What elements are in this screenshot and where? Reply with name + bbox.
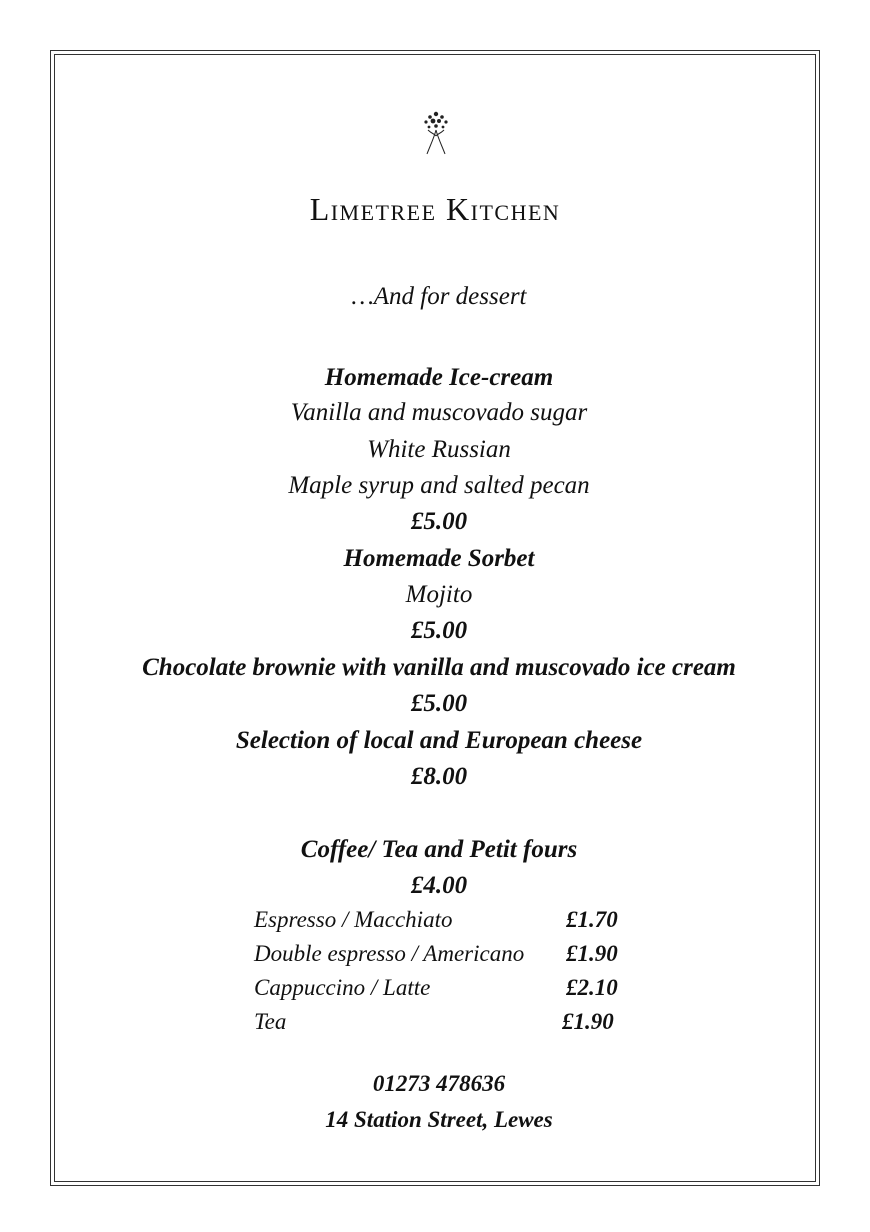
tree-logo-icon: [416, 108, 456, 158]
drink-price: £2.10: [566, 975, 618, 1000]
icecream-heading: Homemade Ice-cream: [324, 364, 554, 391]
brownie-price: £5.00: [410, 690, 468, 717]
icecream-flavour: Maple syrup and salted pecan: [288, 472, 590, 499]
drink-row: [254, 907, 634, 933]
brownie-item: Chocolate brownie with vanilla and muscovado ice cream: [142, 654, 736, 681]
drink-row: [254, 975, 634, 1001]
sorbet-flavour: Mojito: [405, 581, 473, 608]
drink-name: Tea: [254, 1009, 287, 1034]
drink-row: [254, 941, 634, 967]
drink-price: £1.90: [566, 941, 618, 966]
coffee-heading: Coffee/ Tea and Petit fours: [300, 836, 578, 863]
sorbet-heading: Homemade Sorbet: [343, 545, 535, 572]
coffee-price: £4.00: [410, 872, 468, 899]
drink-price: £1.70: [566, 907, 618, 932]
menu-subtitle: …And for dessert: [351, 283, 527, 310]
sorbet-price: £5.00: [410, 617, 468, 644]
phone-number: 01273 478636: [372, 1071, 506, 1096]
address: 14 Station Street, Lewes: [325, 1107, 553, 1132]
icecream-price: £5.00: [410, 508, 468, 535]
cheese-item: Selection of local and European cheese: [235, 727, 643, 754]
cheese-price: £8.00: [410, 763, 468, 790]
drink-price: £1.90: [562, 1009, 614, 1034]
drink-name: Double espresso / Americano: [254, 941, 525, 966]
drink-row: [254, 1009, 634, 1035]
icecream-flavour: White Russian: [367, 436, 511, 463]
restaurant-name: Limetree Kitchen: [309, 191, 561, 227]
icecream-flavour: Vanilla and muscovado sugar: [290, 399, 588, 426]
drink-name: Cappuccino / Latte: [254, 975, 431, 1000]
drink-name: Espresso / Macchiato: [254, 907, 453, 932]
